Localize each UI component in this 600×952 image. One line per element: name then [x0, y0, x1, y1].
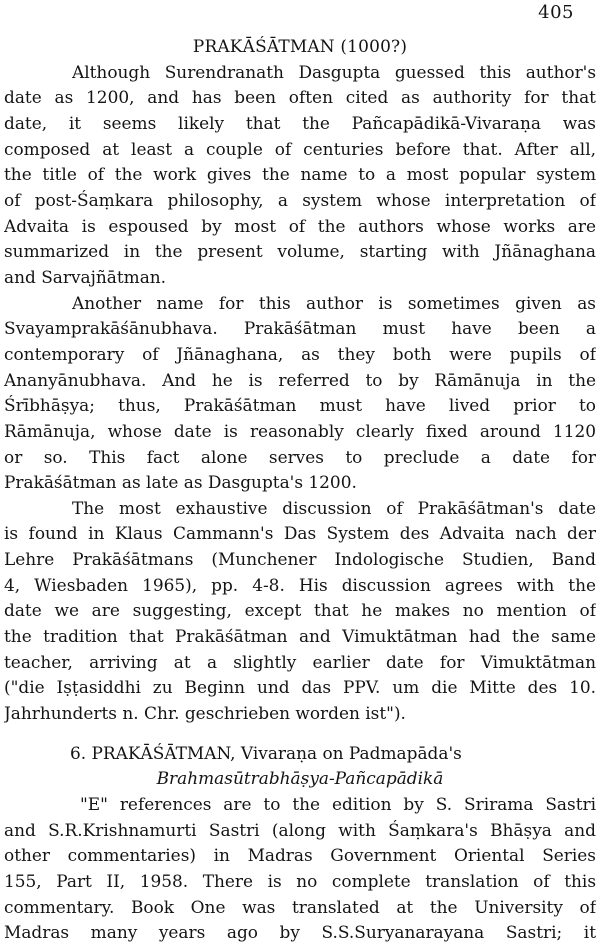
paragraph-line: Lehre Prakāśātmans (Munchener Indologische Studien, Band — [4, 549, 596, 570]
paragraph-line: Although Surendranath Dasgupta guessed this author's — [72, 61, 596, 82]
paragraph-line: date, it seems likely that the Pañcapādikā-Vivaraṇa was — [4, 112, 596, 133]
paragraph-line: is found in Klaus Cammann's Das System des Advaita nach der — [4, 523, 596, 544]
paragraph-line: Prakāśātman as late as Dasgupta's 1200. — [4, 472, 357, 493]
paragraph-line: the tradition that Prakāśātman and Vimuktātman had the same — [4, 626, 596, 647]
paragraph-line: Another name for this author is sometimes given as — [72, 292, 596, 313]
paragraph-line: date we are suggesting, except that he makes no mention of — [4, 600, 596, 621]
paragraph-line: Rāmānuja, whose date is reasonably clearly fixed around 1120 — [4, 420, 596, 441]
section-title: PRAKĀŚĀTMAN (1000?) — [192, 36, 408, 56]
paragraph-line: other commentaries) in Madras Government Oriental Series — [4, 845, 596, 866]
paragraph-line: ("die Iṣṭasiddhi zu Beginn und das PPV. um die Mitte des 10. — [4, 677, 596, 698]
paragraph-line: Madras many years ago by S.S.Suryanarayana Sastri; it — [4, 922, 596, 943]
paragraph-line: The most exhaustive discussion of Prakāśātman's date — [72, 497, 596, 518]
paragraph-line: Svayamprakāśānubhava. Prakāśātman must have been a — [4, 318, 596, 339]
paragraph-line: Śrībhāṣya; thus, Prakāśātman must have lived prior to — [4, 395, 596, 416]
paragraph-line: and S.R.Krishnamurti Sastri (along with Śaṃkara's Bhāṣya and — [4, 819, 596, 840]
section-heading-line-2: Brahmasūtrabhāṣya-Pañcapādikā — [156, 768, 444, 789]
paragraph-line: Ananyānubhava. And he is referred to by Rāmānuja in the — [4, 369, 596, 390]
paragraph-line: date as 1200, and has been often cited as authority for that — [4, 87, 596, 108]
page-number: 405 — [538, 2, 574, 23]
paragraph-line: composed at least a couple of centuries before that. After all, — [4, 138, 596, 159]
paragraph-line: summarized in the present volume, starting with Jñānaghana — [4, 241, 596, 262]
paragraph-line: teacher, arriving at a slightly earlier date for Vimuktātman — [4, 651, 596, 672]
paragraph-line: 155, Part II, 1958. There is no complete translation of this — [4, 871, 596, 892]
section-heading-line-1: 6. PRAKĀŚĀTMAN, Vivaraṇa on Padmapāda's — [70, 742, 462, 763]
paragraph-line: commentary. Book One was translated at the University of — [4, 896, 596, 917]
paragraph-line: and Sarvajñātman. — [4, 266, 167, 287]
paragraph-line: of post-Śaṃkara philosophy, a system whose interpretation of — [4, 189, 596, 210]
paragraph-line: 4, Wiesbaden 1965), pp. 4-8. His discussion agrees with the — [4, 574, 596, 595]
paragraph-line: the title of the work gives the name to a most popular system — [4, 164, 596, 185]
paragraph-line: contemporary of Jñānaghana, as they both were pupils of — [4, 343, 596, 364]
paragraph-line: Jahrhunderts n. Chr. geschrieben worden ist"). — [4, 703, 406, 724]
paragraph-line: "E" references are to the edition by S. Srirama Sastri — [80, 794, 596, 815]
paragraph-line: Advaita is espoused by most of the authors whose works are — [4, 215, 596, 236]
paragraph-line: or so. This fact alone serves to preclude a date for — [4, 446, 596, 467]
